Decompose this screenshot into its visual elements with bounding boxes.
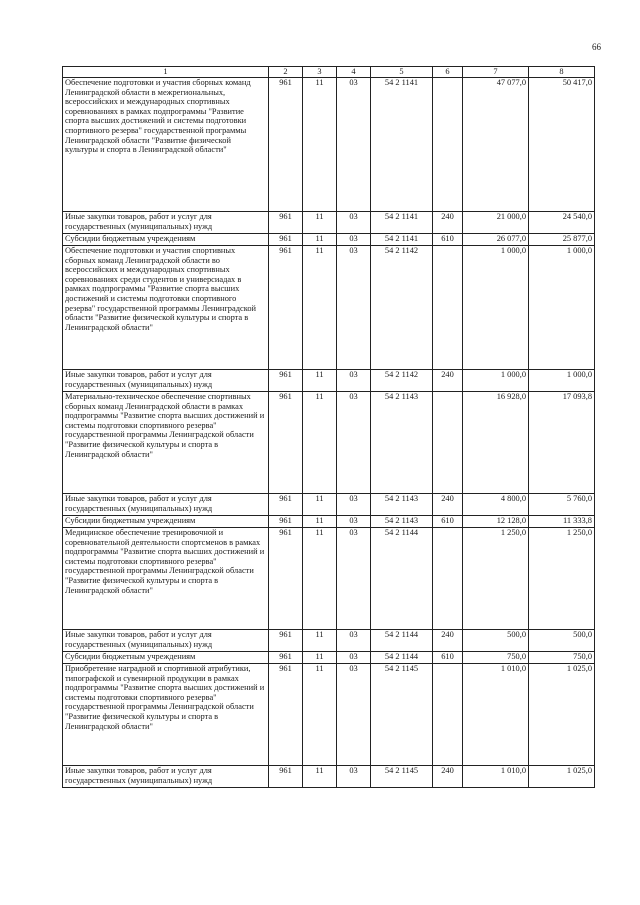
subsection-code-cell: 03 [337, 630, 371, 652]
section-code-cell: 11 [303, 370, 337, 392]
amount-year1-cell: 1 000,0 [463, 246, 529, 370]
target-article-cell: 54 2 1141 [371, 78, 433, 212]
budget-table [62, 66, 595, 788]
admin-code-cell: 961 [269, 630, 303, 652]
admin-code-cell: 961 [269, 234, 303, 246]
amount-year1-cell: 750,0 [463, 652, 529, 664]
section-code-cell: 11 [303, 664, 337, 766]
target-article-cell: 54 2 1144 [371, 652, 433, 664]
section-code-cell: 11 [303, 652, 337, 664]
page-number: 66 [592, 42, 601, 52]
row-name-cell: Субсидии бюджетным учреждениям [63, 516, 269, 528]
target-article-cell: 54 2 1141 [371, 212, 433, 234]
table-row [63, 234, 595, 246]
table-row [63, 212, 595, 234]
table-row [63, 494, 595, 516]
amount-year2-cell: 1 025,0 [529, 766, 595, 788]
subsection-code-cell: 03 [337, 370, 371, 392]
admin-code-cell: 961 [269, 494, 303, 516]
amount-year2-cell: 1 000,0 [529, 370, 595, 392]
row-name-cell: Иные закупки товаров, работ и услуг для государственных (муниципальных) нужд [63, 630, 269, 652]
amount-year1-cell: 16 928,0 [463, 392, 529, 494]
amount-year2-cell: 1 250,0 [529, 528, 595, 630]
expense-type-cell: 240 [433, 494, 463, 516]
expense-type-cell: 240 [433, 212, 463, 234]
admin-code-cell: 961 [269, 652, 303, 664]
target-article-cell: 54 2 1143 [371, 494, 433, 516]
target-article-cell: 54 2 1141 [371, 234, 433, 246]
amount-year2-cell: 750,0 [529, 652, 595, 664]
target-article-cell: 54 2 1142 [371, 370, 433, 392]
amount-year2-cell: 24 540,0 [529, 212, 595, 234]
amount-year1-cell: 26 077,0 [463, 234, 529, 246]
admin-code-cell: 961 [269, 246, 303, 370]
table-row [63, 664, 595, 766]
column-header: 8 [529, 67, 595, 78]
amount-year1-cell: 12 128,0 [463, 516, 529, 528]
expense-type-cell: 610 [433, 652, 463, 664]
expense-type-cell [433, 664, 463, 766]
admin-code-cell: 961 [269, 370, 303, 392]
expense-type-cell [433, 78, 463, 212]
expense-type-cell [433, 392, 463, 494]
column-header: 3 [303, 67, 337, 78]
expense-type-cell: 610 [433, 234, 463, 246]
row-name-cell: Материально-техническое обеспечение спортивных сборных команд Ленинградской области в рамках подпрограммы "Развитие спорта высших достижений и системы подготовки спортивного резерва" государственной программы Ленинградской области "Развитие физической культуры и спорта в Ленинградской области" [63, 392, 269, 494]
admin-code-cell: 961 [269, 664, 303, 766]
admin-code-cell: 961 [269, 212, 303, 234]
section-code-cell: 11 [303, 392, 337, 494]
subsection-code-cell: 03 [337, 528, 371, 630]
column-header: 6 [433, 67, 463, 78]
section-code-cell: 11 [303, 234, 337, 246]
expense-type-cell: 240 [433, 766, 463, 788]
section-code-cell: 11 [303, 528, 337, 630]
table-row [63, 370, 595, 392]
target-article-cell: 54 2 1142 [371, 246, 433, 370]
subsection-code-cell: 03 [337, 234, 371, 246]
admin-code-cell: 961 [269, 528, 303, 630]
row-name-cell: Обеспечение подготовки и участия спортивных сборных команд Ленинградской области во всероссийских и международных спортивных соревнованиях среди студентов и универсиадах в рамках подпрограммы "Развитие спорта высших достижений и системы подготовки спортивного резерва" государственной программы Ленинградской области "Развитие физической культуры и спорта в Ленинградской области" [63, 246, 269, 370]
table-header-row [63, 67, 595, 78]
expense-type-cell: 240 [433, 370, 463, 392]
column-header: 1 [63, 67, 269, 78]
admin-code-cell: 961 [269, 392, 303, 494]
amount-year2-cell: 1 025,0 [529, 664, 595, 766]
expense-type-cell: 610 [433, 516, 463, 528]
target-article-cell: 54 2 1143 [371, 516, 433, 528]
amount-year2-cell: 25 877,0 [529, 234, 595, 246]
subsection-code-cell: 03 [337, 246, 371, 370]
row-name-cell: Медицинское обеспечение тренировочной и соревновательной деятельности спортсменов в рамках подпрограммы "Развитие спорта высших достижений и системы подготовки спортивного резерва" государственной программы Ленинградской области "Развитие физической культуры и спорта в Ленинградской области" [63, 528, 269, 630]
subsection-code-cell: 03 [337, 652, 371, 664]
column-header: 7 [463, 67, 529, 78]
target-article-cell: 54 2 1143 [371, 392, 433, 494]
row-name-cell: Приобретение наградной и спортивной атрибутики, типографской и сувенирной продукции в рамках подпрограммы "Развитие спорта высших достижений и системы подготовки спортивного резерва" государственной программы Ленинградской области "Развитие физической культуры и спорта в Ленинградской области" [63, 664, 269, 766]
row-name-cell: Субсидии бюджетным учреждениям [63, 652, 269, 664]
subsection-code-cell: 03 [337, 494, 371, 516]
target-article-cell: 54 2 1145 [371, 766, 433, 788]
table-row [63, 766, 595, 788]
row-name-cell: Иные закупки товаров, работ и услуг для государственных (муниципальных) нужд [63, 766, 269, 788]
section-code-cell: 11 [303, 78, 337, 212]
section-code-cell: 11 [303, 630, 337, 652]
subsection-code-cell: 03 [337, 664, 371, 766]
section-code-cell: 11 [303, 494, 337, 516]
amount-year1-cell: 21 000,0 [463, 212, 529, 234]
amount-year1-cell: 4 800,0 [463, 494, 529, 516]
amount-year1-cell: 1 250,0 [463, 528, 529, 630]
amount-year2-cell: 50 417,0 [529, 78, 595, 212]
column-header: 2 [269, 67, 303, 78]
target-article-cell: 54 2 1144 [371, 528, 433, 630]
table-row [63, 630, 595, 652]
row-name-cell: Обеспечение подготовки и участия сборных команд Ленинградской области в межрегиональных, всероссийских и международных спортивных соревнованиях в рамках подпрограммы "Развитие спорта высших достижений и системы подготовки спортивного резерва" государственной программы Ленинградской области "Развитие физической культуры и спорта в Ленинградской области" [63, 78, 269, 212]
row-name-cell: Иные закупки товаров, работ и услуг для государственных (муниципальных) нужд [63, 494, 269, 516]
target-article-cell: 54 2 1145 [371, 664, 433, 766]
column-header: 4 [337, 67, 371, 78]
amount-year1-cell: 1 010,0 [463, 766, 529, 788]
subsection-code-cell: 03 [337, 516, 371, 528]
amount-year1-cell: 1 010,0 [463, 664, 529, 766]
subsection-code-cell: 03 [337, 212, 371, 234]
amount-year2-cell: 11 333,8 [529, 516, 595, 528]
section-code-cell: 11 [303, 516, 337, 528]
row-name-cell: Иные закупки товаров, работ и услуг для государственных (муниципальных) нужд [63, 370, 269, 392]
table-row [63, 392, 595, 494]
amount-year2-cell: 5 760,0 [529, 494, 595, 516]
admin-code-cell: 961 [269, 766, 303, 788]
target-article-cell: 54 2 1144 [371, 630, 433, 652]
section-code-cell: 11 [303, 246, 337, 370]
expense-type-cell [433, 528, 463, 630]
expense-type-cell [433, 246, 463, 370]
table-row [63, 528, 595, 630]
subsection-code-cell: 03 [337, 78, 371, 212]
subsection-code-cell: 03 [337, 392, 371, 494]
amount-year2-cell: 1 000,0 [529, 246, 595, 370]
section-code-cell: 11 [303, 766, 337, 788]
row-name-cell: Иные закупки товаров, работ и услуг для государственных (муниципальных) нужд [63, 212, 269, 234]
expense-type-cell: 240 [433, 630, 463, 652]
column-header: 5 [371, 67, 433, 78]
amount-year1-cell: 1 000,0 [463, 370, 529, 392]
table-body [63, 78, 595, 788]
amount-year2-cell: 17 093,8 [529, 392, 595, 494]
section-code-cell: 11 [303, 212, 337, 234]
row-name-cell: Субсидии бюджетным учреждениям [63, 234, 269, 246]
admin-code-cell: 961 [269, 516, 303, 528]
amount-year2-cell: 500,0 [529, 630, 595, 652]
table-row [63, 78, 595, 212]
table-row [63, 516, 595, 528]
subsection-code-cell: 03 [337, 766, 371, 788]
admin-code-cell: 961 [269, 78, 303, 212]
amount-year1-cell: 500,0 [463, 630, 529, 652]
amount-year1-cell: 47 077,0 [463, 78, 529, 212]
table-row [63, 652, 595, 664]
table-row [63, 246, 595, 370]
